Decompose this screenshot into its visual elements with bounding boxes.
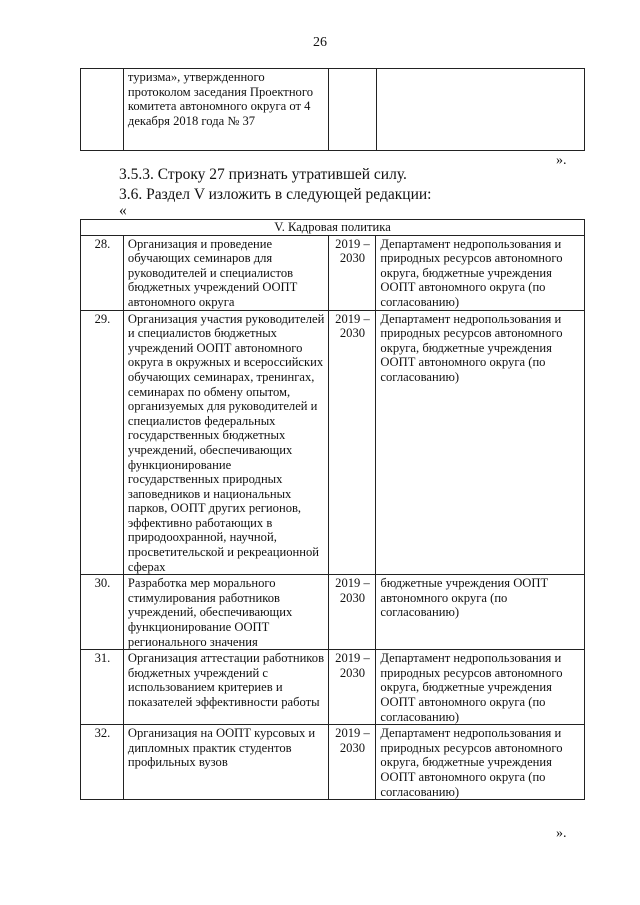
row-number: 30. [81,575,124,650]
previous-table-fragment [80,68,585,151]
paragraph-3-6: 3.6. Раздел V изложить в следующей редакции: [119,186,432,203]
row-activity: Организация и проведение обучающих семинаров для руководителей и специалистов бюджетных учреждений ООПТ автономного округа [123,235,328,310]
table-cell-term [328,69,376,151]
table-row [81,725,585,800]
row-executor: Департамент недропользования и природных ресурсов автономного округа, бюджетные учреждения ООПТ автономного округа (по согласованию) [376,310,585,575]
table-cell-activity: туризма», утвержденного протоколом заседания Проектного комитета автономного округа от 4 декабря 2018 года № 37 [123,69,328,151]
opening-quote: « [119,202,127,219]
row-number: 32. [81,725,124,800]
closing-quote: ». [556,153,567,168]
row-activity: Организация аттестации работников бюджетных учреждений с использованием критериев и показателей эффективности работы [123,650,328,725]
table-row [81,650,585,725]
row-term: 2019 – 2030 [328,310,376,575]
table-row [81,310,585,575]
table-cell-number [81,69,124,151]
row-number: 29. [81,310,124,575]
row-number: 31. [81,650,124,725]
table-row [81,235,585,310]
row-executor: Департамент недропользования и природных ресурсов автономного округа, бюджетные учреждения ООПТ автономного округа (по согласованию) [376,725,585,800]
row-executor: Департамент недропользования и природных ресурсов автономного округа, бюджетные учреждения ООПТ автономного округа (по согласованию) [376,650,585,725]
row-term: 2019 – 2030 [328,725,376,800]
section-v-table [80,219,585,800]
table-row [81,69,585,151]
page-number: 26 [313,35,327,50]
row-activity: Разработка мер морального стимулирования работников учреждений, обеспечивающих функционирование ООПТ регионального значения [123,575,328,650]
row-executor: Департамент недропользования и природных ресурсов автономного округа, бюджетные учреждения ООПТ автономного округа (по согласованию) [376,235,585,310]
section-title: V. Кадровая политика [81,220,585,236]
row-activity: Организация на ООПТ курсовых и дипломных практик студентов профильных вузов [123,725,328,800]
row-activity: Организация участия руководителей и специалистов бюджетных учреждений ООПТ автономного округа в окружных и всероссийских обучающих семинарах, тренингах, семинарах по обмену опытом, организуемых для руководителей и специалистов федеральных государственных бюджетных учреждений, обеспечивающих функционирование государственных природных заповедников и национальных парков, ООПТ других регионов, эффективно работающих в природоохранной, научной, просветительской и рекреационной сферах [123,310,328,575]
row-term: 2019 – 2030 [328,650,376,725]
paragraph-3-5-3: 3.5.3. Строку 27 признать утратившей силу. [119,166,407,183]
table-row [81,575,585,650]
row-number: 28. [81,235,124,310]
row-term: 2019 – 2030 [328,575,376,650]
section-header-row [81,220,585,236]
closing-quote-final: ». [556,826,567,841]
row-executor: бюджетные учреждения ООПТ автономного округа (по согласованию) [376,575,585,650]
row-term: 2019 – 2030 [328,235,376,310]
table-cell-executor [376,69,585,151]
